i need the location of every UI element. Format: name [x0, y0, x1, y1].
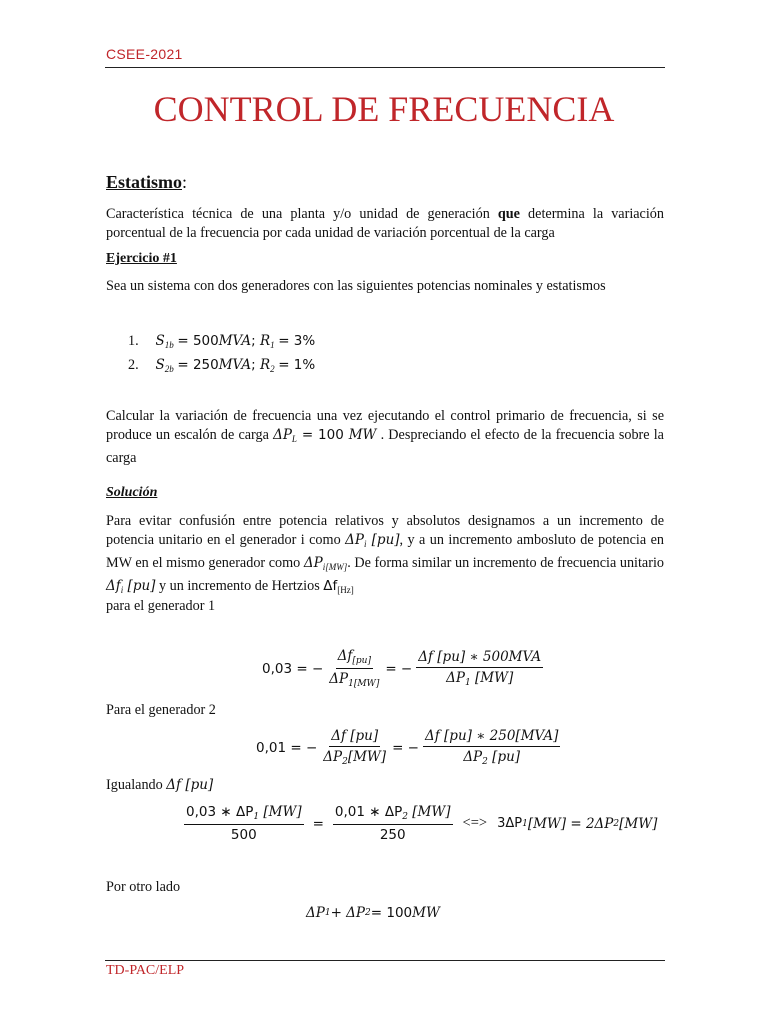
definition-part1: Característica técnica de una planta y/o unidad de generación	[106, 206, 498, 222]
other-label: Por otro lado	[106, 879, 181, 895]
s-sub: 1b	[164, 340, 174, 350]
solution-text-d: y un incremento de Hertzios	[155, 578, 324, 594]
equation-4	[306, 905, 440, 921]
eq3-rhs: 3ΔP	[497, 816, 523, 831]
question-part1: Calcular la variación de frecuencia una vez ejecutando el control primario de frecuencia, si se produce un escalón de carga	[106, 408, 664, 443]
eq1-den2-sub: 1	[464, 678, 471, 688]
question-part2: . Despreciando el efecto de la frecuencia sobre la carga	[106, 427, 664, 466]
s-sub: 2b	[164, 364, 174, 374]
eq2-den2-sub: 2	[482, 757, 488, 767]
equation-2	[256, 728, 564, 767]
eq3-num1: 0,03 ∗ ΔP	[186, 804, 254, 820]
eq2-den2-unit: [pu]	[487, 749, 521, 765]
equation-1	[262, 648, 547, 689]
eq3-rhs-unit: [MW]	[619, 815, 658, 832]
r-val: = 1%	[278, 357, 316, 373]
equal-label-text: Igualando	[106, 777, 167, 793]
generator-list	[128, 331, 315, 379]
eq1-frac1	[327, 648, 381, 689]
eq4-a-sub: 1	[324, 908, 331, 918]
solution-paragraph	[106, 512, 664, 600]
eq4-b: + ΔP	[330, 905, 366, 921]
eq2-mid: = −	[392, 739, 419, 756]
math-dp-mw-sub: i[MW]	[322, 562, 348, 572]
eq3-frac1	[184, 804, 304, 843]
gen1-label: para el generador 1	[106, 598, 216, 614]
math-df-i-unit: [pu]	[123, 578, 156, 594]
eq2-den1: ΔP	[323, 749, 343, 765]
solution-title-text: Solución	[106, 485, 158, 500]
footer-code: TD-PAC/ELP	[106, 963, 185, 978]
eq3-den2: 250	[379, 827, 406, 843]
list-number: 2.	[128, 357, 139, 373]
list-item: 2. $S_{2b} = 250MVA$; $R_2 = 1\%$	[128, 357, 316, 374]
math-df-hz: Δf	[323, 578, 338, 594]
eq3-rhs-sub2: 2	[613, 818, 620, 829]
eq4-c: = 100	[370, 905, 413, 921]
eq3-num2-unit: [MW]	[408, 804, 451, 820]
math-dp-mw: ΔP	[303, 555, 323, 571]
r-sub: 1	[270, 340, 275, 350]
eq1-den1-sub: 1[MW]	[348, 679, 380, 689]
exercise-question	[106, 407, 664, 468]
header-code: CSEE-2021	[106, 46, 183, 62]
eq3-rhs-sub: 1	[522, 818, 528, 829]
s-val: = 500	[177, 333, 219, 349]
math-dp-i-sub: i	[363, 539, 367, 549]
solution-title	[106, 483, 664, 502]
equal-label	[106, 776, 664, 795]
eq1-lhs: 0,03 = −	[262, 660, 324, 677]
eq3-rhs-mid: [MW] = 2ΔP	[527, 815, 614, 832]
exercise-title	[106, 249, 664, 268]
eq2-lhs: 0,01 = −	[256, 739, 318, 756]
exercise-intro: Sea un sistema con dos generadores con las siguientes potencias nominales y estatismos	[106, 278, 606, 294]
page-title: CONTROL DE FRECUENCIA	[153, 89, 615, 129]
eq3-num1-sub: 1	[253, 812, 260, 822]
question-math: ΔP	[273, 427, 292, 443]
math-dp-i-unit: [pu]	[366, 532, 400, 548]
exercise-title-text: Ejercicio #1	[106, 251, 177, 266]
eq1-den2: ΔP	[446, 670, 465, 686]
solution-text-a: Para evitar confusión entre potencia relativos y absolutos designamos a un incremento de potencia unitario en el generador i como	[106, 513, 664, 548]
eq2-den1-unit: [MW]	[347, 749, 387, 765]
eq4-unit: MW	[412, 905, 440, 921]
eq1-num2: Δf [pu] ∗ 500MVA	[416, 649, 543, 668]
s-val: = 250	[177, 357, 219, 373]
eq4-b-sub: 2	[365, 908, 371, 918]
r-var: R	[259, 357, 271, 373]
definition-bold: que	[497, 206, 520, 222]
r-var: R	[259, 333, 271, 349]
question-unit: MW	[348, 427, 377, 443]
eq2-den1-sub: 2	[342, 757, 348, 767]
eq1-num1-sub: [pu]	[352, 656, 371, 666]
s-unit: MVA	[218, 333, 252, 349]
s-var: S	[155, 333, 165, 349]
section-label: Estatismo	[106, 172, 182, 192]
eq4-a: ΔP	[306, 905, 325, 921]
eq1-den1: ΔP	[329, 671, 349, 687]
eq2-num2: Δf [pu] ∗ 250[MVA]	[423, 728, 560, 747]
list-item: 1. $S_{1b} = 500MVA$; $R_1 = 3\%$	[128, 333, 316, 350]
solution-text-b: , y a un incremento ambosluto de potencia en MW en el mismo generador como	[106, 532, 664, 571]
question-sub: L	[291, 434, 297, 444]
eq3-num2: 0,01 ∗ ΔP	[334, 804, 403, 820]
footer-rule	[105, 960, 665, 961]
eq3-arrow: <=>	[462, 815, 488, 831]
math-df-hz-sub: [Hz]	[337, 585, 354, 595]
eq2-frac1	[321, 728, 388, 767]
math-df-i-sub: i	[120, 585, 124, 595]
r-sub: 2	[270, 364, 275, 374]
list-number: 1.	[128, 333, 139, 349]
definition-paragraph	[106, 205, 664, 243]
eq3-den1: 500	[230, 827, 257, 843]
eq1-den2-unit: [MW]	[470, 670, 514, 686]
header-rule	[105, 67, 665, 68]
eq3-mid: =	[312, 815, 324, 832]
eq1-frac2	[416, 649, 543, 688]
eq2-num1: Δf [pu]	[329, 728, 380, 747]
eq2-frac2	[423, 728, 560, 767]
eq3-num1-unit: [MW]	[259, 804, 302, 820]
gen2-label: Para el generador 2	[106, 702, 216, 718]
eq2-den2: ΔP	[463, 749, 483, 765]
s-unit: MVA	[218, 357, 252, 373]
question-val: = 100	[296, 427, 349, 443]
section-heading	[106, 172, 187, 193]
r-val: = 3%	[278, 333, 316, 349]
math-df-i: Δf	[106, 578, 121, 594]
eq3-num2-sub: 2	[402, 812, 408, 822]
equal-label-math: Δf [pu]	[166, 777, 214, 793]
eq1-mid: = −	[385, 660, 413, 677]
eq1-num1: Δf	[337, 648, 353, 664]
equation-3	[180, 804, 657, 843]
eq3-frac2	[333, 804, 453, 843]
solution-text-c: . De forma similar un incremento de frecuencia unitario	[347, 555, 664, 571]
s-var: S	[155, 357, 165, 373]
math-dp-i: ΔP	[345, 532, 364, 548]
section-colon: :	[182, 172, 188, 192]
definition-part2: determina la variación porcentual de la frecuencia por cada unidad de variación porcentual de la carga	[106, 206, 664, 241]
